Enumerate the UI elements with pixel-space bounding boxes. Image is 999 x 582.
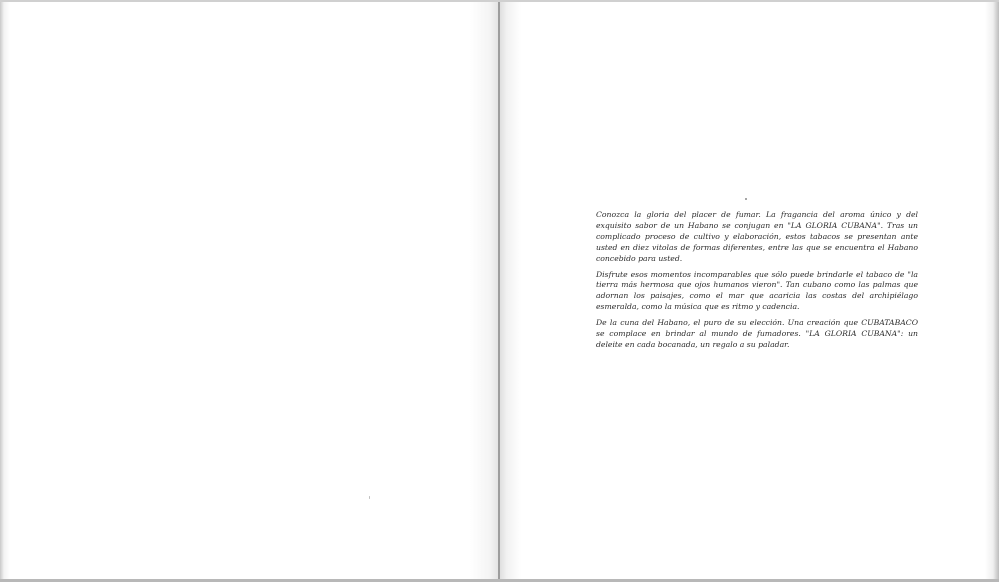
page-gutter [498,0,500,582]
paragraph-1: Conozca la gloria del placer de fumar. La fragancia del aroma único y del exquisito sabor de un Habano se conjugan en "LA GLORIA CUBANA". Tras un complicado proceso de cultivo y elaboración, estos tabacos se presentan ante usted en diez vitolas de formas diferentes, entre las que se encuentra el Habano concebido para usted. [596,210,918,263]
left-page [0,0,499,582]
top-edge [0,0,999,2]
paragraph-3: De la cuna del Habano, el puro de su elección. Una creación que CUBATABACO se complace en brindar al mundo de fumadores. "LA GLORIA CUBANA": un deleite en cada bocanada, un regalo a su paladar. [596,318,918,349]
paragraph-2: Disfrute esos momentos incomparables que sólo puede brindarle el tabaco de "la tierra más hermosa que ojos humanos vieron". Tan cubano como las palmas que adornan los paisajes, como el mar que acaricia las costas del archipiélago esmeralda, como la música que es ritmo y cadencia. [596,269,918,312]
paper-speck [745,198,747,200]
body-text [596,210,918,356]
paper-speck [369,496,370,499]
